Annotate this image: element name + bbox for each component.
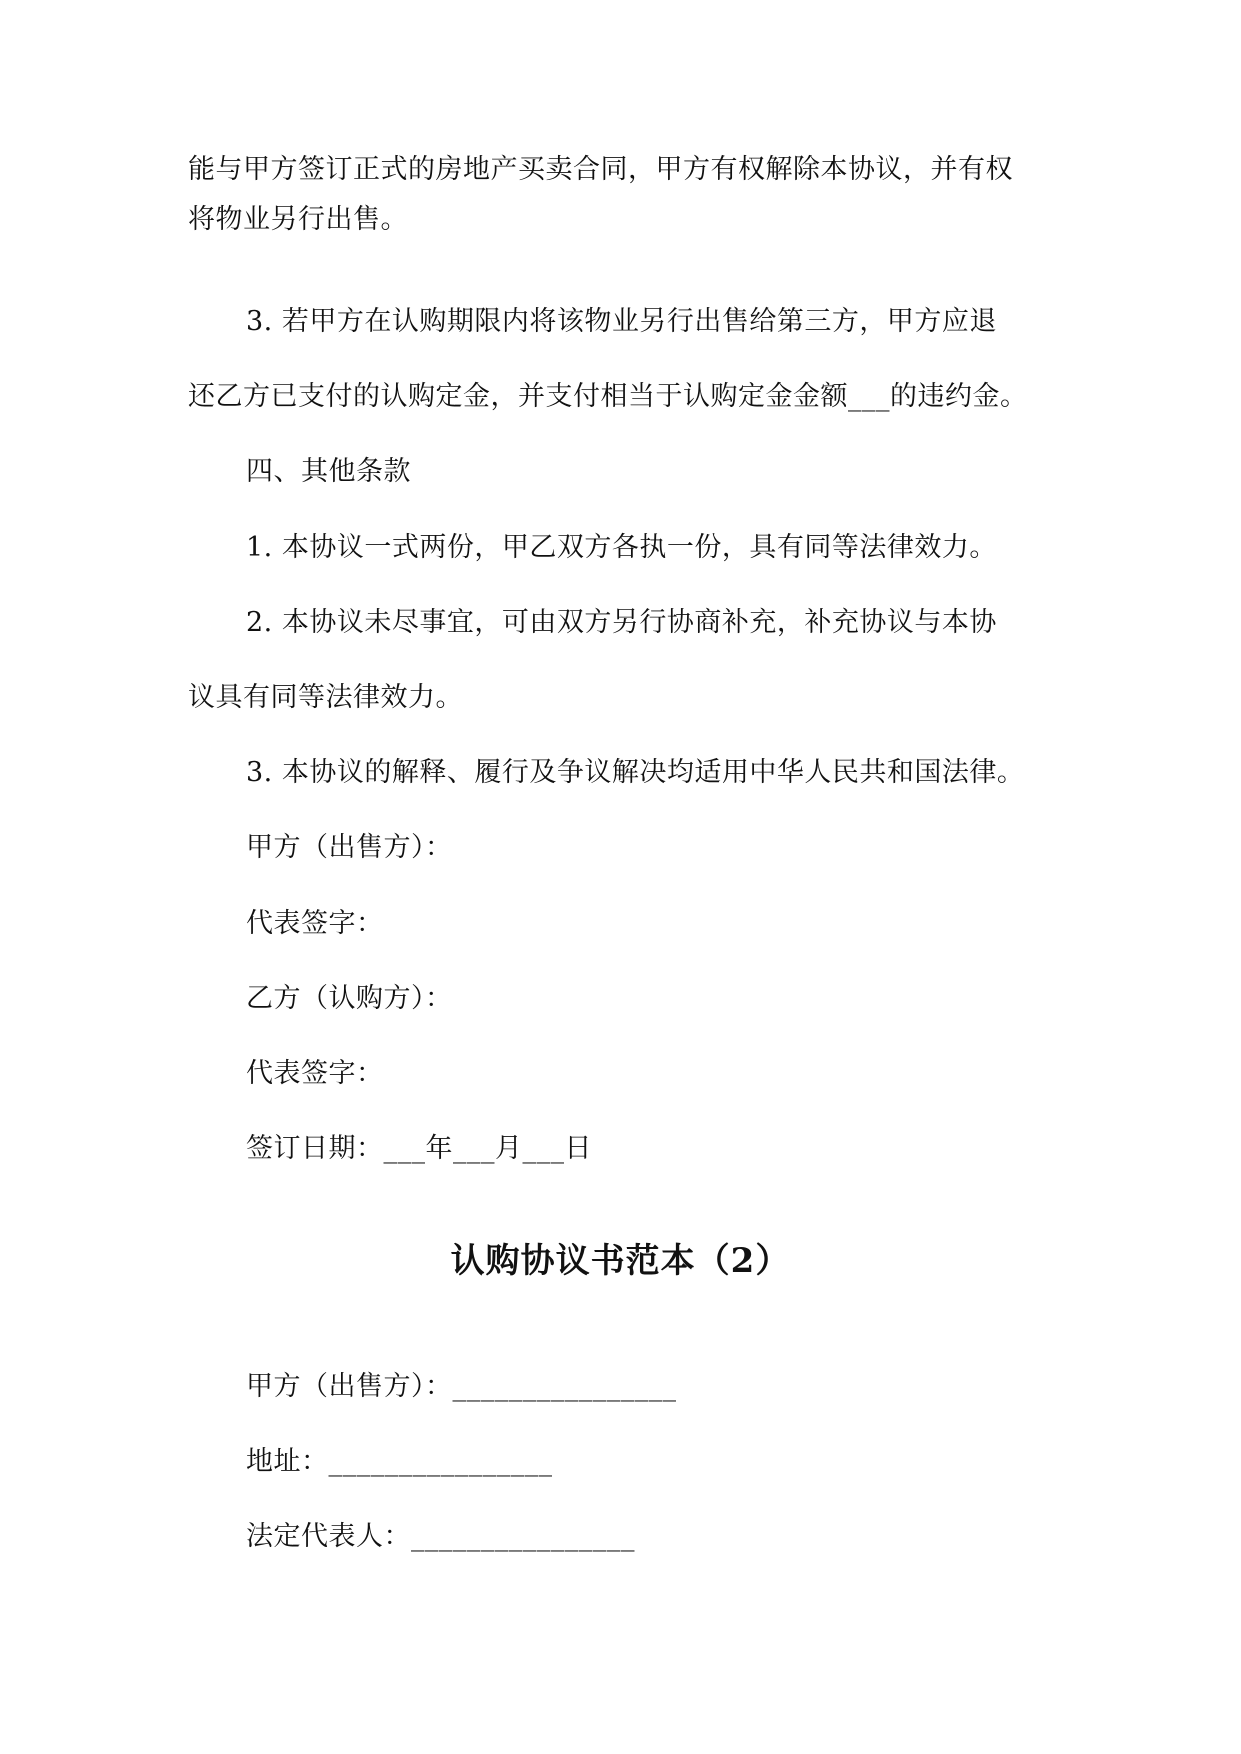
clause-line: 3. 本协议的解释、履行及争议解决均适用中华人民共和国法律。 — [246, 757, 1025, 788]
clause-line: 2. 本协议未尽事宜，可由双方另行协商补充，补充协议与本协 — [246, 607, 997, 638]
form-field: 甲方（出售方）：________________ — [246, 1371, 677, 1402]
section-heading: 四、其他条款 — [246, 456, 411, 487]
document-title: 认购协议书范本（2） — [450, 1241, 791, 1281]
signature-label: 代表签字： — [246, 1058, 384, 1089]
paragraph-line: 议具有同等法律效力。 — [188, 682, 463, 713]
form-field: 法定代表人：________________ — [246, 1521, 635, 1552]
clause-line: 1. 本协议一式两份，甲乙双方各执一份，具有同等法律效力。 — [246, 532, 997, 563]
signature-label: 乙方（认购方）： — [246, 983, 453, 1014]
signing-date: 签订日期：___年___月___日 — [246, 1133, 592, 1164]
paragraph-line: 将物业另行出售。 — [188, 204, 408, 235]
clause-line: 3. 若甲方在认购期限内将该物业另行出售给第三方，甲方应退 — [246, 306, 997, 337]
signature-label: 甲方（出售方）： — [246, 832, 453, 863]
paragraph-line: 能与甲方签订正式的房地产买卖合同，甲方有权解除本协议，并有权 — [188, 154, 1013, 185]
form-field: 地址：________________ — [246, 1446, 553, 1477]
paragraph-line: 还乙方已支付的认购定金，并支付相当于认购定金金额___的违约金。 — [188, 381, 1028, 412]
signature-label: 代表签字： — [246, 908, 384, 939]
